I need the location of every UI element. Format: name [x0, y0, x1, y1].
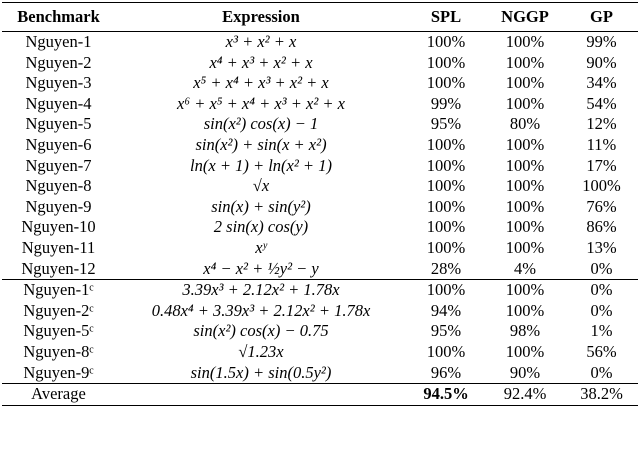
gp-cell: 0%	[565, 280, 638, 301]
expression-cell: x⁴ + x³ + x² + x	[209, 52, 313, 72]
table-row	[2, 114, 638, 135]
expression-cell: x⁶ + x⁵ + x⁴ + x³ + x² + x	[177, 93, 345, 113]
expression-cell: sin(x²) cos(x) − 1	[203, 114, 319, 134]
benchmark-cell: Nguyen-5ᶜ	[23, 321, 94, 341]
benchmark-cell: Nguyen-12	[21, 258, 96, 278]
expression-cell: √x	[252, 176, 270, 196]
benchmark-cell: Nguyen-4	[25, 93, 92, 113]
table-row	[2, 238, 638, 259]
spl-cell: 100%	[426, 341, 466, 361]
expression-cell: 2 sin(x) cos(y)	[213, 217, 309, 237]
expression-cell: √1.23x	[238, 341, 284, 361]
gp-cell: 11%	[586, 134, 617, 154]
nggp-cell: 100%	[505, 155, 545, 175]
spl-cell: 100%	[426, 52, 466, 72]
nggp-cell: 100%	[505, 32, 545, 51]
spl-cell: 100%	[426, 155, 466, 175]
benchmark-cell: Nguyen-1ᶜ	[2, 280, 115, 301]
nggp-cell: 90%	[509, 362, 541, 382]
nggp-cell: 100%	[505, 52, 545, 72]
average-expression-blank	[115, 384, 407, 406]
spl-cell: 100%	[426, 237, 466, 257]
nggp-cell: 80%	[509, 114, 541, 134]
table-row	[2, 280, 638, 301]
expression-cell: 3.39x³ + 2.12x² + 1.78x	[115, 280, 407, 301]
group2-body	[2, 280, 638, 384]
table-row	[2, 73, 638, 94]
nggp-cell: 100%	[505, 196, 545, 216]
spl-cell: 95%	[430, 114, 462, 134]
nggp-cell: 100%	[505, 237, 545, 257]
spl-cell: 100%	[426, 196, 466, 216]
average-spl: 94.5%	[407, 384, 485, 406]
nggp-cell: 100%	[505, 176, 545, 196]
average-body	[2, 384, 638, 406]
table-row	[2, 53, 638, 74]
benchmark-cell: Nguyen-8ᶜ	[23, 341, 94, 361]
nggp-cell: 100%	[505, 73, 545, 93]
table-row	[2, 135, 638, 156]
gp-cell: 17%	[586, 155, 617, 175]
nggp-cell: 4%	[514, 258, 536, 278]
gp-cell: 54%	[586, 93, 617, 113]
expression-cell: sin(x) + sin(y²)	[211, 196, 311, 216]
table-row	[2, 342, 638, 363]
average-row	[2, 384, 638, 406]
header-nggp: NGGP	[485, 3, 565, 32]
table-row	[2, 176, 638, 197]
gp-cell: 12%	[586, 114, 617, 134]
table-row	[2, 321, 638, 342]
spl-cell: 95%	[430, 321, 462, 341]
average-label: Average	[2, 384, 115, 406]
benchmark-cell: Nguyen-3	[25, 73, 92, 93]
benchmark-cell: Nguyen-6	[25, 134, 92, 154]
expression-cell: x³ + x² + x	[225, 32, 297, 51]
benchmark-cell: Nguyen-2	[25, 52, 92, 72]
nggp-cell: 100%	[505, 217, 545, 237]
nggp-cell: 98%	[509, 321, 541, 341]
expression-cell: x⁵ + x⁴ + x³ + x² + x	[193, 73, 329, 93]
benchmark-cell: Nguyen-1	[25, 32, 92, 51]
table-row	[2, 363, 638, 384]
table-row	[2, 197, 638, 218]
nggp-cell: 100%	[505, 134, 545, 154]
nggp-cell: 100%	[505, 93, 545, 113]
group1-body	[2, 32, 638, 280]
table-row	[2, 217, 638, 238]
gp-cell: 34%	[586, 73, 617, 93]
expression-cell: sin(x²) cos(x) − 0.75	[193, 321, 329, 341]
gp-cell: 56%	[586, 341, 617, 361]
benchmark-cell: Nguyen-9ᶜ	[23, 362, 94, 382]
expression-cell: 0.48x⁴ + 3.39x³ + 2.12x² + 1.78x	[151, 300, 371, 320]
nggp-cell: 100%	[485, 280, 565, 301]
benchmark-cell: Nguyen-5	[25, 114, 92, 134]
spl-cell: 99%	[430, 93, 462, 113]
spl-cell: 100%	[426, 32, 466, 51]
average-nggp: 92.4%	[485, 384, 565, 406]
gp-cell: 76%	[586, 196, 617, 216]
benchmark-cell: Nguyen-8	[25, 176, 92, 196]
nggp-cell: 100%	[505, 341, 545, 361]
gp-cell: 90%	[586, 52, 617, 72]
benchmark-cell: Nguyen-7	[25, 155, 92, 175]
spl-cell: 100%	[426, 176, 466, 196]
spl-cell: 100%	[426, 217, 466, 237]
table-row	[2, 156, 638, 177]
gp-cell: 99%	[586, 32, 617, 51]
table-row	[2, 301, 638, 322]
nggp-cell: 100%	[505, 300, 545, 320]
benchmark-cell: Nguyen-11	[21, 237, 96, 257]
benchmark-table	[2, 2, 638, 406]
gp-cell: 100%	[582, 176, 621, 196]
gp-cell: 0%	[590, 300, 613, 320]
gp-cell: 1%	[590, 321, 613, 341]
expression-cell: sin(x²) + sin(x + x²)	[195, 134, 327, 154]
benchmark-cell: Nguyen-2ᶜ	[23, 300, 94, 320]
spl-cell: 94%	[430, 300, 462, 320]
expression-cell: sin(1.5x) + sin(0.5y²)	[190, 362, 332, 382]
expression-cell: x⁴ − x² + ½y² − y	[203, 258, 319, 278]
gp-cell: 0%	[590, 362, 613, 382]
benchmark-cell: Nguyen-10	[21, 217, 96, 237]
table-row	[2, 94, 638, 115]
spl-cell: 100%	[426, 134, 466, 154]
gp-cell: 0%	[590, 258, 613, 278]
expression-cell: xʸ	[255, 237, 267, 257]
header-spl: SPL	[407, 3, 485, 32]
header-gp: GP	[565, 3, 638, 32]
spl-cell: 100%	[407, 280, 485, 301]
benchmark-cell: Nguyen-9	[25, 196, 92, 216]
spl-cell: 28%	[430, 258, 462, 278]
expression-cell: ln(x + 1) + ln(x² + 1)	[190, 155, 332, 175]
table-row	[2, 32, 638, 53]
spl-cell: 100%	[426, 73, 466, 93]
header-benchmark: Benchmark	[2, 3, 115, 32]
spl-cell: 96%	[430, 362, 462, 382]
gp-cell: 13%	[586, 237, 617, 257]
header-expression: Expression	[115, 3, 407, 32]
table-row	[2, 259, 638, 280]
average-gp: 38.2%	[565, 384, 638, 406]
gp-cell: 86%	[586, 217, 617, 237]
